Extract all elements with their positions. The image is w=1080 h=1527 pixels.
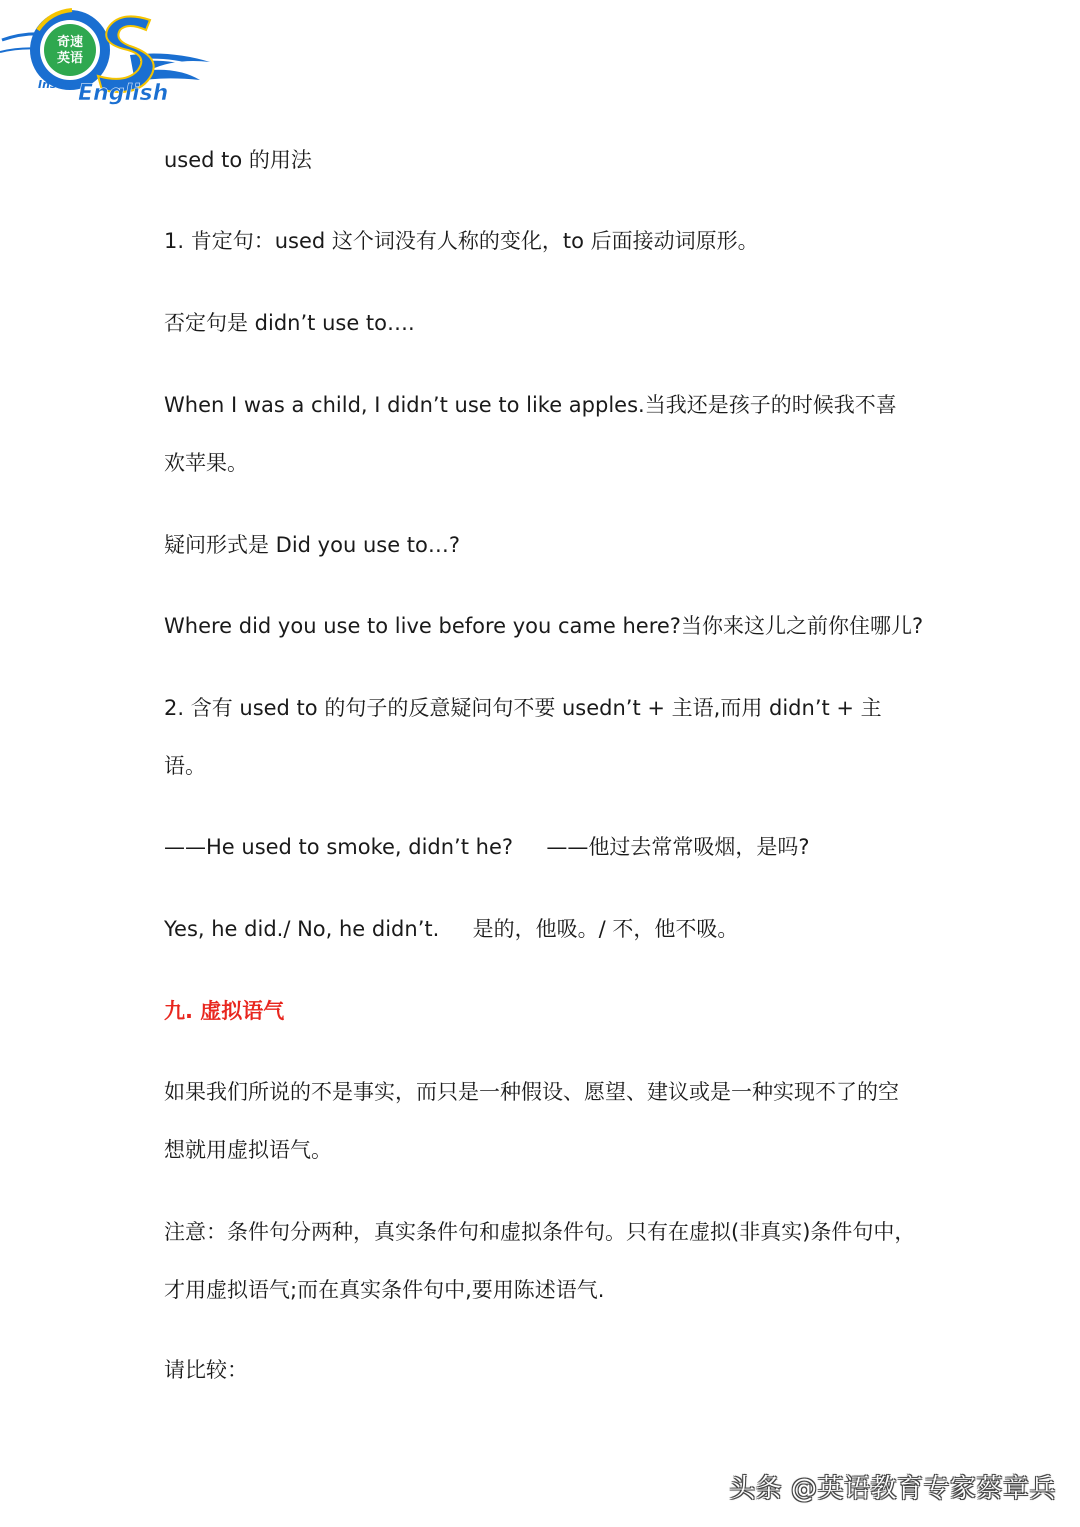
logo-tagline-large: English (78, 81, 169, 106)
text-line: 欢苹果。 (164, 451, 248, 475)
section-heading-subjunctive: 九. 虚拟语气 (164, 999, 285, 1023)
text-line: ——He used to smoke, didn’t he? ——他过去常常吸烟，是吗? (164, 835, 810, 859)
paragraph-tag-question (164, 679, 924, 795)
logo-tagline-small: Instant (38, 78, 83, 91)
text-line: 否定句是 didn’t use to…. (164, 311, 415, 335)
text-line: 才用虚拟语气;而在真实条件句中,要用陈述语气. (164, 1278, 605, 1302)
paragraph-subjunctive-note (164, 1203, 924, 1319)
text-line: 请比较： (164, 1358, 248, 1382)
paragraph-tag-example (164, 818, 924, 876)
paragraph-tag-answer (164, 900, 924, 958)
text-line: When I was a child, I didn’t use to like apples.当我还是孩子的时候我不喜 (164, 393, 897, 417)
document-title: used to 的用法 (164, 148, 312, 172)
text-line: 如果我们所说的不是事实，而只是一种假设、愿望、建议或是一种实现不了的空 (164, 1080, 899, 1104)
text-line: 语。 (164, 754, 206, 778)
text-line: 1. 肯定句：used 这个词没有人称的变化，to 后面接动词原形。 (164, 229, 759, 253)
text-line: 2. 含有 used to 的句子的反意疑问句不要 usedn’t + 主语,而用 didn’t + 主 (164, 696, 882, 720)
logo-badge-line2: 英语 (56, 51, 84, 66)
paragraph-negative-example (164, 376, 924, 492)
text-line: 疑问形式是 Did you use to…? (164, 533, 461, 557)
text-line: 注意：条件句分两种，真实条件句和虚拟条件句。只有在虚拟(非真实)条件句中， (164, 1220, 916, 1244)
text-line: 想就用虚拟语气。 (164, 1138, 332, 1162)
logo-badge-line1: 奇速 (56, 35, 84, 50)
paragraph-negative (164, 294, 924, 352)
paragraph-question-form (164, 516, 924, 574)
paragraph-affirmative (164, 212, 924, 270)
paragraph-subjunctive-definition (164, 1063, 924, 1179)
paragraph-compare (164, 1341, 924, 1399)
paragraph-question-example (164, 597, 924, 655)
logo-graphic (0, 0, 220, 110)
qs-instant-english-logo (0, 0, 220, 110)
watermark-author: 头条 @英语教育专家蔡章兵 (729, 1474, 1056, 1504)
text-line: Where did you use to live before you came here?当你来这儿之前你住哪儿? (164, 614, 924, 638)
text-line: Yes, he did./ No, he didn’t. 是的，他吸。/ 不，他不吸。 (164, 917, 739, 941)
